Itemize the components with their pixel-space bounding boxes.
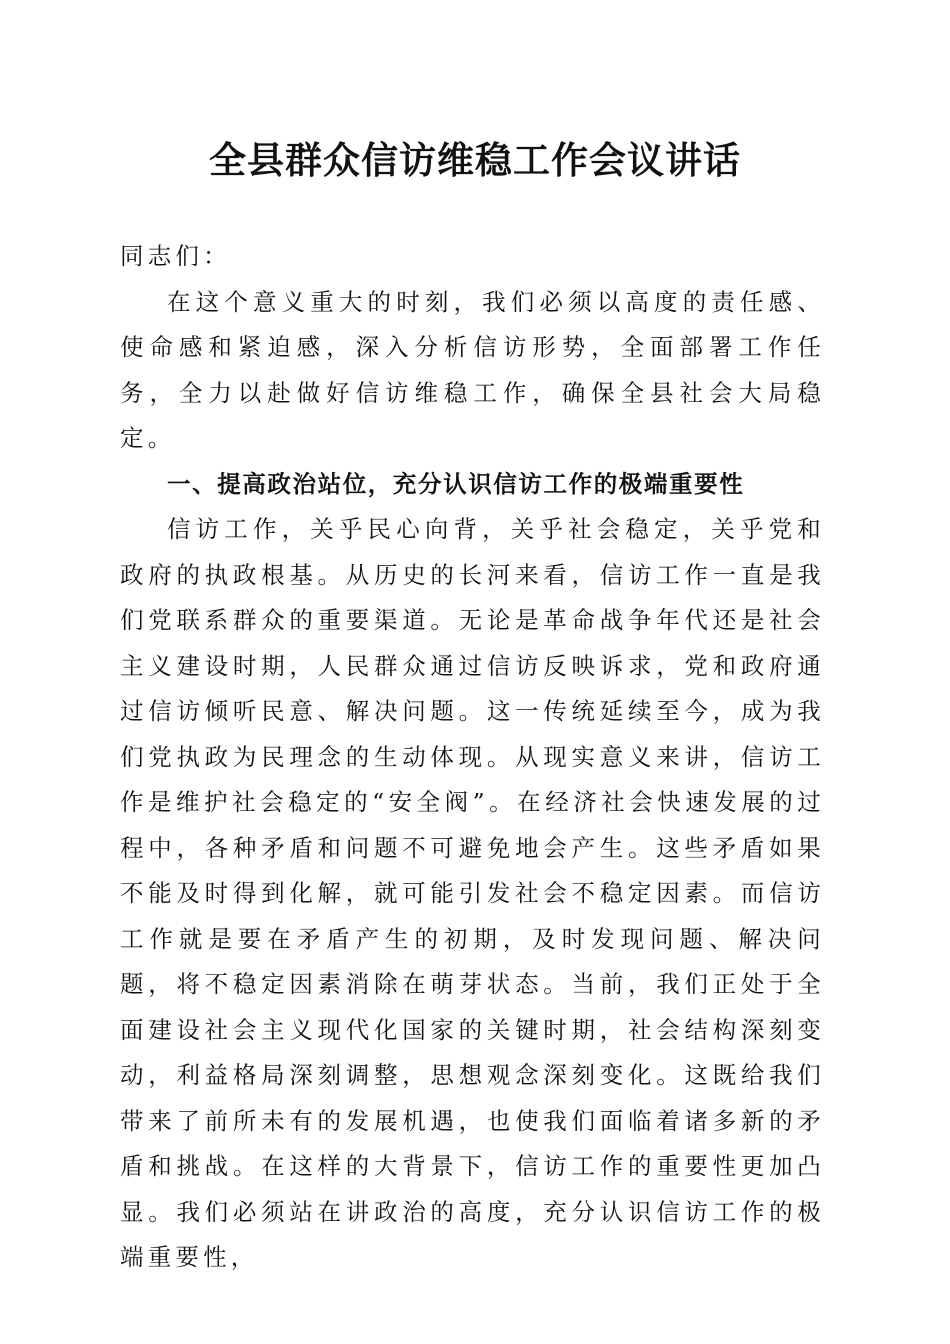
section-heading-1: 一、提高政治站位，充分认识信访工作的极端重要性 <box>167 469 745 498</box>
document-title: 全县群众信访维稳工作会议讲话 <box>209 138 741 182</box>
intro-paragraph: 在这个意义重大的时刻，我们必须以高度的责任感、使命感和紧迫感，深入分析信访形势，全面部署工作任务，全力以赴做好信访维稳工作，确保全县社会大局稳定。 <box>120 287 825 452</box>
document-body <box>120 234 825 1281</box>
section-1-paragraph: 信访工作，关乎民心向背，关乎社会稳定，关乎党和政府的执政根基。从历史的长河来看，信访工作一直是我们党联系群众的重要渠道。无论是革命战争年代还是社会主义建设时期，人民群众通过信访反映诉求，党和政府通过信访倾听民意、解决问题。这一传统延续至今，成为我们党执政为民理念的生动体现。从现实意义来讲，信访工作是维护社会稳定的“安全阀”。在经济社会快速发展的过程中，各种矛盾和问题不可避免地会产生。这些矛盾如果不能及时得到化解，就可能引发社会不稳定因素。而信访工作就是要在矛盾产生的初期，及时发现问题、解决问题，将不稳定因素消除在萌芽状态。当前，我们正处于全面建设社会主义现代化国家的关键时期，社会结构深刻变动，利益格局深刻调整，思想观念深刻变化。这既给我们带来了前所未有的发展机遇，也使我们面临着诸多新的矛盾和挑战。在这样的大背景下，信访工作的重要性更加凸显。我们必须站在讲政治的高度，充分认识信访工作的极端重要性， <box>120 515 825 1271</box>
salutation: 同志们： <box>120 242 231 270</box>
